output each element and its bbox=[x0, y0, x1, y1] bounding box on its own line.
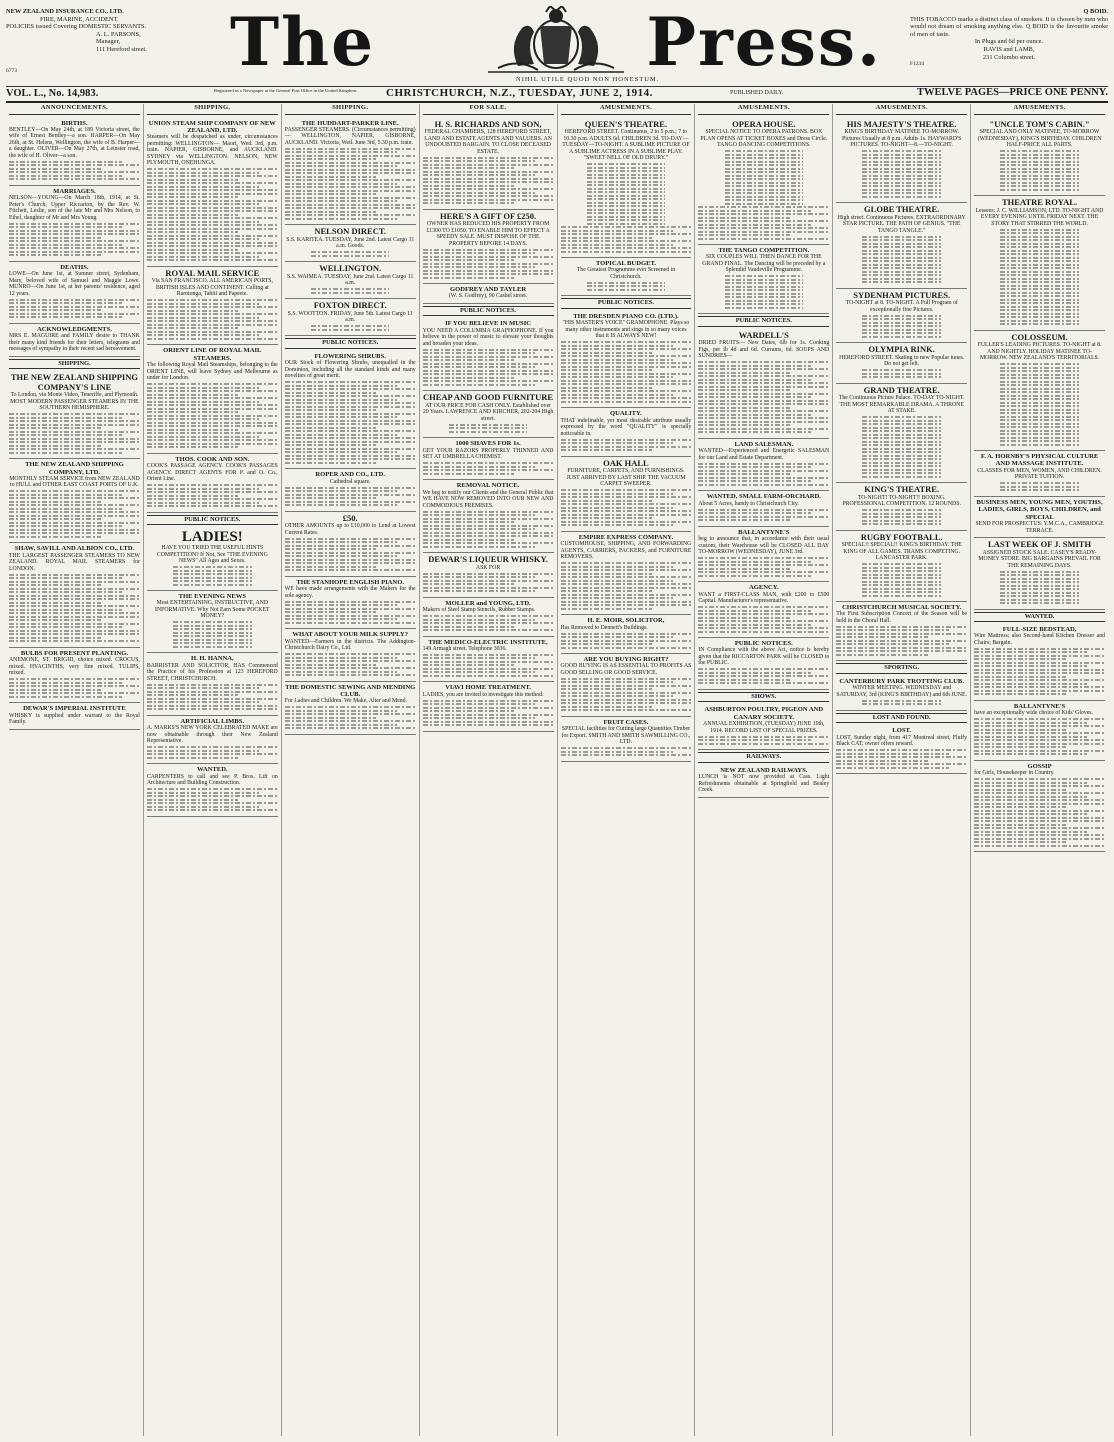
ad-block bbox=[974, 624, 1105, 701]
ad-title: THE TANGO COMPETITION. bbox=[718, 247, 810, 254]
ad-title: VIAVI HOME TREATMENT. bbox=[445, 684, 531, 692]
ad-title: CHRISTCHURCH MUSICAL SOCIETY. bbox=[841, 604, 962, 611]
ad-body: TO-NIGHT at 8. TO-NIGHT. A Full Program of exceptionally fine Pictures. bbox=[845, 300, 958, 313]
ad-title: DEWAR'S LIQUEUR WHISKY. bbox=[428, 554, 548, 565]
title-right-word: Press. bbox=[646, 3, 882, 81]
ad-title: HIS MAJESTY'S THEATRE. bbox=[846, 118, 957, 129]
ad-block bbox=[147, 267, 278, 346]
ad-body: "HIS MASTER'S VOICE" GRAMOPHONE. Plays so many other instruments and sings in so many voices that it IS ALWAYS NEW! bbox=[562, 320, 690, 340]
ad-body: OTHER AMOUNTS up to £10,000 to Lend at Lowest Current Rates. bbox=[284, 523, 416, 536]
ad-block bbox=[423, 598, 554, 637]
coat-of-arms-icon bbox=[478, 6, 634, 74]
ad-block bbox=[9, 324, 140, 357]
ad-title: ARE YOU BUYING RIGHT? bbox=[583, 656, 669, 664]
ad-block bbox=[836, 203, 967, 289]
ad-title: THE EVENING NEWS bbox=[178, 593, 247, 601]
ad-body: AT OUR PRICE FOR CASH ONLY. Established over 20 Years. LAWRENCE AND KIRCHER, 202-204 High street. bbox=[422, 402, 554, 422]
column-7 bbox=[833, 104, 971, 1436]
ad-block bbox=[147, 653, 278, 715]
ad-title: NEW ZEALAND RAILWAYS. bbox=[720, 766, 808, 774]
ad-title: LAST WEEK OF J. SMITH bbox=[988, 539, 1092, 550]
ad-block bbox=[698, 439, 829, 491]
ad-title: CHEAP AND GOOD FURNITURE bbox=[423, 392, 554, 403]
ad-body: Has Removed to Dennett's Buildings. bbox=[560, 624, 648, 631]
ad-body: KING'S BIRTHDAY MATINEE TO-MORROW. Pictures Usually at 8 p.m. Adults 1s. HAYWARD'S PICTURES. TO-NIGHT—8.—TO-NIGHT. bbox=[842, 129, 962, 148]
ad-body: THAT indefinable, yet most desirable attribute usually expressed by the word "QUALITY" is specially noticeable in. bbox=[560, 417, 692, 437]
ad-title: THOS. COOK AND SON. bbox=[175, 455, 250, 463]
published-daily: PUBLISHED DAILY. bbox=[730, 90, 784, 96]
ad-title: LAND SALESMAN. bbox=[734, 440, 794, 448]
ad-body: BARRISTER AND SOLICITOR, HAS Commenced the Practice of his Profession at 123 HEREFORD STREET, CHRISTCHURCH. bbox=[146, 662, 278, 682]
ad-body: SIX COUPLES WILL THEN DANCE FOR THE GRAND FINAL. The Dancing will be preceded by a Splendid Vaudeville Programme. bbox=[702, 254, 826, 274]
insurance-company: NEW ZEALAND INSURANCE CO., LTD. bbox=[6, 8, 124, 15]
ad-block bbox=[561, 532, 692, 615]
notice-head: Q BOID. bbox=[1083, 8, 1108, 15]
ad-body: CLASSES FOR MEN, WOMEN, AND CHILDREN. PRIVATE TUITION. bbox=[977, 467, 1102, 481]
section-heading: SPORTING. bbox=[836, 663, 967, 674]
ad-body: for Girls, Housekeeper in Country. bbox=[974, 770, 1055, 777]
ad-body: Wire Mattress; also Second-hand Kitchen Dresser and Chairs; Bargain. bbox=[974, 633, 1105, 646]
ad-block bbox=[423, 318, 554, 391]
ad-block bbox=[974, 331, 1105, 452]
corner-tobacco-notice bbox=[910, 8, 1108, 69]
ad-body: CUSTOMHOUSE, SHIPPING, AND FORWARDING AGENTS, CARRIERS, PACKERS, and FURNITURE REMOVERS. bbox=[560, 541, 692, 561]
ad-block bbox=[423, 637, 554, 683]
ad-title: BUSINESS MEN, YOUNG MEN, YOUTHS, LADIES, GIRLS, BOYS, CHILDREN, and SPECIAL bbox=[976, 498, 1103, 521]
ad-body: OUR Stock of Flowering Shrubs, unequalled in the Dominion, including all the standard kinds and many novelties of great merit. bbox=[284, 360, 416, 380]
ad-title: CANTERBURY PARK TROTTING CLUB. bbox=[839, 677, 964, 685]
ad-block bbox=[698, 245, 829, 314]
ad-title: ORIENT LINE OF ROYAL MAIL STEAMERS. bbox=[163, 347, 262, 362]
ad-block bbox=[9, 648, 140, 703]
ad-block bbox=[836, 676, 967, 711]
ad-title: ARTIFICIAL LIMBS. bbox=[180, 717, 245, 725]
ad-block bbox=[147, 118, 278, 267]
section-heading: LOST AND FOUND. bbox=[836, 713, 967, 724]
ad-block bbox=[285, 351, 416, 469]
ad-body: Cathedral square. bbox=[329, 478, 371, 485]
ad-block bbox=[561, 654, 692, 717]
ad-title: LOST. bbox=[892, 727, 912, 735]
ad-title: DEATHS. bbox=[60, 263, 89, 271]
ad-block bbox=[9, 459, 140, 543]
ad-block bbox=[423, 210, 554, 285]
ad-body: S.S. WAIMEA. TUESDAY, June 2nd. Latest Cargo 11 a.m. bbox=[287, 273, 414, 287]
ad-body: ASSIGNED STOCK SALE. CASEY'S READY-MONEY STORE. BIG BARGAINS PREVAIL FOR THE REMAINING DAYS. bbox=[978, 549, 1101, 569]
ad-title: WELLINGTON. bbox=[319, 263, 382, 274]
ad-body: WANTED—Farmers in the districts. The Addington-Christchurch Dairy Co., Ltd. bbox=[284, 638, 416, 652]
ad-title: QUALITY. bbox=[610, 410, 642, 418]
ad-title: FLOWERING SHRUBS. bbox=[314, 352, 386, 360]
ad-title: EMPIRE EXPRESS COMPANY. bbox=[578, 533, 674, 541]
ad-block bbox=[974, 451, 1105, 497]
ad-body: MONTHLY STEAM SERVICE from NEW ZEALAND to HULL and OTHER EAST COAST PORTS OF U.K. bbox=[9, 475, 140, 489]
ad-block bbox=[974, 196, 1105, 331]
ad-body: LUNCH is NOT now provided at Cass. Light Refreshments obtainable at Springfield and Bealey Creek. bbox=[698, 774, 830, 794]
ad-block bbox=[698, 704, 829, 750]
ad-body: Most ENTERTAINING, INSTRUCTIVE, AND INFORMATIVE. Why Not Earn Some POCKET MONEY? bbox=[155, 600, 270, 620]
motto: NIHIL UTILE QUOD NON HONESTUM. bbox=[516, 76, 660, 83]
ad-block bbox=[836, 531, 967, 603]
ad-block bbox=[423, 118, 554, 210]
ad-title: ACKNOWLEDGMENTS. bbox=[36, 325, 112, 333]
ad-title: BALLANTYNE'S bbox=[1013, 702, 1066, 710]
price: TWELVE PAGES—PRICE ONE PENNY. bbox=[917, 87, 1108, 98]
column-3 bbox=[282, 104, 420, 1436]
column-heading: FOR SALE. bbox=[423, 104, 554, 115]
ad-title: REMOVAL NOTICE. bbox=[456, 482, 520, 490]
ad-block bbox=[974, 701, 1105, 761]
ad-body: A. MARKS'S NEW YORK CELEBRATED MAKE are now obtainable through their New Zealand Representative. bbox=[146, 725, 278, 745]
ad-block bbox=[974, 538, 1105, 610]
ad-body: ASK FOR bbox=[475, 564, 501, 571]
ad-title: GODFREY AND TAYLER bbox=[449, 286, 527, 293]
ad-body: LOST, Sunday night, from 417 Montreal street, Fluffy Black CAT; owner offers reward. bbox=[836, 734, 968, 748]
ad-title: WARDELL'S bbox=[738, 329, 789, 340]
column-heading: AMUSEMENTS. bbox=[836, 104, 967, 115]
ad-block bbox=[285, 299, 416, 336]
column-6 bbox=[695, 104, 833, 1436]
ad-block bbox=[836, 118, 967, 204]
ad-title: BIRTHS. bbox=[61, 119, 88, 127]
ad-title: H. S. RICHARDS AND SON, bbox=[434, 118, 542, 129]
ad-block bbox=[698, 118, 829, 246]
ad-body: FEDERAL CHAMBERS, 128 HEREFORD STREET, LAND AND ESTATE AGENTS AND VALUERS. AN UNDOUBTED BARGAIN. TO CLOSE DECEASED ESTATE. bbox=[424, 129, 552, 155]
ad-body: LADIES, you are invited to investigate this method. bbox=[422, 691, 544, 698]
ad-body: For Ladies and Children. We Make, Alter and Mend. bbox=[284, 698, 408, 705]
ad-body: OWNER HAS REDUCED HIS PROPERTY FROM £1300 TO £1050. TO ENABLE HIM TO EFFECT A SPEEDY SALE. MUST DISPOSE OF THE PROPERTY BEFORE 14 DAYS. bbox=[426, 221, 550, 247]
ad-block bbox=[147, 764, 278, 816]
title-left-word: The bbox=[230, 3, 376, 81]
ad-block bbox=[285, 512, 416, 577]
column-4 bbox=[420, 104, 558, 1436]
ad-title: LADIES! bbox=[181, 529, 243, 546]
notice-seller: RAVIS and LAMB, bbox=[983, 45, 1035, 53]
ad-body: GOOD BUYING IS AS ESSENTIAL TO PROFITS AS GOOD SELLING OR GOOD SERVICE. bbox=[560, 663, 692, 676]
ad-body: HEREFORD STREET. Skating to new Popular tunes. Do not get left. bbox=[839, 354, 965, 367]
ad-body: FULLER'S LEADING PICTURES. TO-NIGHT at 8. AND NIGHTLY. HOLIDAY MATINEE TO-MORROW. NEW ZEALAND'S TERRITORIALS. bbox=[977, 342, 1102, 361]
ad-title: THEATRE ROYAL. bbox=[1002, 197, 1078, 207]
ad-title: DEWAR'S IMPERIAL INSTITUTE bbox=[23, 705, 126, 713]
columns bbox=[6, 104, 1108, 1436]
section-heading: PUBLIC NOTICES. bbox=[423, 306, 554, 317]
masthead bbox=[6, 3, 1108, 99]
ad-body: YOU NEED A COLUMBIA GRAPHOPHONE. If you believe in the power of music to elevate your thoughts and broaden your ideas. bbox=[422, 327, 554, 347]
ad-title: BALLANTYNE'S bbox=[738, 528, 790, 536]
ad-title: AGENCY. bbox=[749, 584, 779, 592]
insurance-role: Manager, bbox=[96, 38, 121, 46]
ad-body: Makers of Steel Stamp Stencils, Rubber Stamps. bbox=[422, 607, 536, 614]
notice-text: THIS TOBACCO marks a distinct class of smokers. It is chosen by men who would not dream of smoking anything else. Q BOID is the favourite smoke of men of taste. bbox=[910, 15, 1108, 38]
ad-block bbox=[974, 761, 1105, 852]
ad-title: FRUIT CASES. bbox=[603, 718, 649, 726]
ad-title: OPERA HOUSE. bbox=[732, 118, 796, 129]
column-heading: SHIPPING. bbox=[147, 104, 278, 115]
ad-block bbox=[147, 345, 278, 453]
ad-title: TOPICAL BUDGET. bbox=[595, 260, 657, 267]
ad-body: SPECIAL NOTICE TO OPERA PATRONS. BOX PLAN OPENS AT TICKET BOXES and Dress Circle. TANGO DANCING COMPETITIONS. bbox=[700, 129, 828, 148]
insurance-lines: FIRE, MARINE, ACCIDENT. bbox=[40, 15, 119, 23]
column-2 bbox=[144, 104, 282, 1436]
ad-block bbox=[974, 118, 1105, 197]
ad-block bbox=[147, 716, 278, 764]
ad-body: (W. S. Godfrey), 90 Cashel street. bbox=[448, 293, 528, 300]
ad-body: WE have made arrangements with the Makers for the sole agency. bbox=[284, 586, 416, 599]
ad-body: 149 Armagh street. Telephone 3036. bbox=[422, 645, 507, 652]
ad-body: S.S. KARITEA. TUESDAY, June 2nd. Latest Cargo 11 a.m. Goods. bbox=[286, 236, 415, 250]
ad-body: HAVE YOU TRIED THE USEFUL HINTS COMPETITION? If Not, See "THE EVENING NEWS" All Ages and Sexes. bbox=[156, 545, 268, 565]
ad-block bbox=[285, 577, 416, 629]
ad-block bbox=[147, 527, 278, 591]
ad-block bbox=[423, 391, 554, 438]
ad-body: PASSENGER STEAMERS. (Circumstances permitting)— WELLINGTON, NAPIER, GISBORNE, AUCKLAND. Victoria, Wed. June 3rd, 5.30 p.m. train. bbox=[284, 126, 416, 146]
ad-block bbox=[836, 602, 967, 661]
insurance-code: 6773 bbox=[6, 68, 17, 74]
ad-block bbox=[698, 329, 829, 439]
ad-body: IN Compliance with the above Act, notice is hereby given that the RICCARTON PARK will be CLOSED to the PUBLIC. bbox=[698, 647, 830, 667]
ad-title: ROYAL MAIL SERVICE bbox=[165, 267, 260, 278]
ad-title: QUEEN'S THEATRE. bbox=[584, 118, 668, 129]
ad-block bbox=[423, 284, 554, 304]
ad-block bbox=[285, 225, 416, 262]
ad-block bbox=[9, 262, 140, 324]
ad-body: SEND FOR PROSPECTUS. Y.M.C.A., CAMBRIDGE TERRACE. bbox=[975, 521, 1104, 534]
ad-title: THE HUDDART-PARKER LINE. bbox=[301, 119, 399, 127]
ad-title: PUBLIC NOTICES. bbox=[734, 640, 793, 648]
ad-block bbox=[974, 497, 1105, 538]
ad-title: MOLLER and YOUNG, LTD. bbox=[445, 599, 531, 607]
city-date: CHRISTCHURCH, N.Z., TUESDAY, JUNE 2, 1914. bbox=[386, 87, 653, 99]
ad-title: WHAT ABOUT YOUR MILK SUPPLY? bbox=[292, 631, 409, 639]
insurance-policy: POLICIES issued Covering DOMESTIC SERVANTS. bbox=[6, 23, 147, 31]
column-5 bbox=[558, 104, 696, 1436]
ad-block bbox=[147, 591, 278, 653]
ad-body: COOK'S PASSAGE AGENCY. COOK'S PASSAGES AGENCY. DIRECT AGENTS FOR P. and O. Co., Orient Line. bbox=[146, 463, 278, 483]
ad-title: GOSSIP bbox=[1027, 762, 1052, 770]
ad-block bbox=[698, 638, 829, 690]
ad-block bbox=[698, 527, 829, 582]
ad-body: To London, via Monte Video, Teneriffe, and Plymouth. MOST MODERN PASSENGER STEAMERS IN THE SOUTHERN HEMISPHERE. bbox=[10, 392, 139, 412]
ad-block bbox=[698, 491, 829, 526]
ad-block bbox=[423, 553, 554, 598]
ad-block bbox=[423, 480, 554, 553]
ad-block bbox=[561, 408, 692, 456]
ad-title: WANTED. bbox=[197, 766, 228, 774]
ad-body: CARPENTERS to call and see P. Bros. Lift on Architecture and Building Construction. bbox=[146, 773, 278, 787]
section-heading: PUBLIC NOTICES. bbox=[285, 338, 416, 349]
registration-note: Registered as a Newspaper at the General Post Office in the United Kingdom. bbox=[214, 88, 358, 93]
newspaper-title bbox=[216, 3, 896, 84]
column-heading: AMUSEMENTS. bbox=[561, 104, 692, 115]
notice-address: 231 Columbo street. bbox=[982, 53, 1035, 61]
ad-block bbox=[836, 725, 967, 774]
ad-block bbox=[285, 469, 416, 511]
volume-number: VOL. L., No. 14,983. bbox=[6, 88, 99, 99]
ad-block bbox=[285, 682, 416, 735]
ad-title: WANTED, SMALL FARM-ORCHARD. bbox=[706, 493, 821, 501]
ad-body: Steamers will be despatched as under, circumstances permitting: WELLINGTON— Maori, Wed. 3rd, p.m. train. NAPIER, GISBORNE, and AUCKLAND. SYDNEY via WELLINGTON. NELSON, NEW PLYMOUTH, ONEHUNGA. bbox=[146, 134, 278, 167]
ad-body: Via SAN FRANCISCO. ALL AMERICAN PORTS, BRITISH ISLES AND CONTINENT. Calling at Rarotonga, Tahiti and Papeete. bbox=[151, 278, 273, 298]
ad-title: GLOBE THEATRE. bbox=[864, 204, 940, 214]
column-1 bbox=[6, 104, 144, 1436]
section-heading: PUBLIC NOTICES. bbox=[147, 515, 278, 526]
ad-body: FURNITURE, CARPETS, AND FURNISHINGS. JUST ARRIVED BY LAST SHIP. THE VACUUM CARPET SWEEPER. bbox=[566, 468, 686, 488]
ad-body: DRIED FRUITS— New Dates, 6lb for 1s. Cooking Figs, per lb 4d and 6d. Currants, 6d. SOUPS AND SUNDRIES— bbox=[698, 340, 830, 360]
ad-block bbox=[561, 258, 692, 296]
ad-title: THE NEW ZEALAND SHIPPING COMPANY'S LINE bbox=[10, 372, 138, 392]
notice-sub: In Plugs and 6d per ounce. bbox=[974, 38, 1044, 46]
ad-block bbox=[9, 186, 140, 262]
ad-block bbox=[698, 765, 829, 798]
ad-title: THE DOMESTIC SEWING AND MENDING CLUB. bbox=[285, 683, 416, 698]
dateline bbox=[6, 86, 1108, 103]
ad-title: BULBS FOR PRESENT PLANTING. bbox=[20, 649, 129, 657]
ad-body: GET YOUR RAZORS PROPERLY THINNED AND SET AT UMBRELLA CHEMIST. bbox=[422, 447, 554, 461]
ad-title: H. H. HANNA, bbox=[190, 655, 234, 663]
ad-body: ANEMONE, ST. BRIGID, choice mixed. CROCUS, mixed. HYACINTHS, very fine mixed. TULIPS, mixed. bbox=[9, 657, 140, 677]
ad-block bbox=[423, 682, 554, 731]
ad-title: THE DRESDEN PIANO CO. (LTD.). bbox=[573, 312, 679, 320]
ad-title: THE NEW ZEALAND SHIPPING COMPANY, LTD. bbox=[25, 461, 124, 476]
ad-body: NELSON—YOUNG—On March 18th, 1914, at St. Peter's Church, Upper Riccarton, by the Rev. W. Fitchett, Leslie, son of the late Mr and Mrs Nelson, to Ethel, daughter of Mr and Mrs Young. bbox=[9, 195, 140, 221]
ad-body: WINTER MEETING. WEDNESDAY and SATURDAY, 3rd (KING'S BIRTHDAY) and 6th JUNE. bbox=[836, 685, 967, 698]
ad-block bbox=[285, 118, 416, 226]
section-heading: RAILWAYS. bbox=[698, 752, 829, 763]
ad-body: Lessees: J. C. WILLIAMSON, LTD. TO-NIGHT AND EVERY EVENING UNTIL FRIDAY NEXT. THE STORY THAT STIRRED THE WORLD. bbox=[975, 207, 1104, 227]
ad-block bbox=[698, 582, 829, 638]
ad-title: SYDENHAM PICTURES. bbox=[853, 289, 951, 300]
insurance-agent: A. L. PARSONS, bbox=[96, 30, 141, 38]
column-heading: ANNOUNCEMENTS. bbox=[9, 104, 140, 115]
ad-block bbox=[147, 454, 278, 513]
ad-body: The Continuous Picture Palace. TO-DAY TO-NIGHT. THE MOST REMARKABLE DRAMA. A THRONE AT STAKE. bbox=[838, 395, 965, 414]
ad-title: THE STANHOPE ENGLISH PIANO. bbox=[296, 578, 404, 586]
ad-block bbox=[9, 543, 140, 647]
ad-title: UNION STEAM SHIP COMPANY OF NEW ZEALAND, LTD. bbox=[148, 119, 276, 134]
ad-body: HEREFORD STREET. Continuous, 2 to 5 p.m.; 7 to 10.30 p.m. ADULTS 6d. CHILDREN 3d. TO-DAY—TUESDAY—TO-NIGHT. A SUBLIME PICTURE OF A SUBLIME ACTRESS IN A SUBLIME PLAY. "SWEET NELL OF OLD DRURY." bbox=[562, 129, 690, 161]
ad-block bbox=[561, 311, 692, 408]
ad-body: TO-NIGHT! TO-NIGHT!! BOXING. PROFESSIONAL COMPETITION. 12 ROUNDS. bbox=[842, 494, 961, 507]
ad-block bbox=[561, 717, 692, 762]
section-heading: SHIPPING. bbox=[9, 359, 140, 370]
ad-block bbox=[9, 118, 140, 186]
ad-block bbox=[836, 289, 967, 344]
column-heading: AMUSEMENTS. bbox=[698, 104, 829, 115]
ad-block bbox=[423, 438, 554, 480]
section-heading: PUBLIC NOTICES. bbox=[698, 316, 829, 327]
ad-title: H. E. MOIR, SOLICITOR, bbox=[587, 617, 665, 625]
ad-body: LOWE—On June 1st, at Sumner street, Sydenham, Mary, beloved wife of Samuel and Maggie Lowe. MUNRO—On June 1st, at her parents' residence, aged 12 years. bbox=[9, 271, 140, 297]
ad-title: MARRIAGES. bbox=[53, 187, 96, 195]
ad-block bbox=[836, 384, 967, 484]
ad-title: RUGBY FOOTBALL. bbox=[860, 531, 943, 542]
ad-block bbox=[285, 262, 416, 299]
insurance-notice bbox=[6, 8, 202, 74]
ad-title: IF YOU BELIEVE IN MUSIC bbox=[445, 320, 532, 328]
section-heading: PUBLIC NOTICES. bbox=[561, 298, 692, 309]
ad-title: FULL-SIZE BEDSTEAD, bbox=[1002, 626, 1077, 634]
ad-body: WANTED—Experienced and Energetic SALESMAN for our Land and Estate Department. bbox=[698, 448, 830, 461]
ad-body: SPECIAL!! SPECIAL!! KING'S BIRTHDAY. THE KING OF ALL GAMES. TRAMS COMPETING. LANCASTER PARK. bbox=[841, 542, 962, 561]
ad-title: HERE'S A GIFT OF £250. bbox=[440, 210, 537, 221]
ad-title: GRAND THEATRE. bbox=[863, 384, 940, 395]
ad-body: have an exceptionally wide choice of Kids' Gloves. bbox=[974, 710, 1094, 717]
ad-block bbox=[561, 457, 692, 532]
ad-body: High street. Continuous Pictures. EXTRAORDINARY STAR PICTURE. THE PATH OF GENIUS. "THE TANGO TANGLE." bbox=[837, 214, 966, 234]
ad-block bbox=[9, 703, 140, 729]
ad-block bbox=[9, 371, 140, 459]
ad-body: We beg to notify our Clients and the General Public that WE HAVE NOW REMOVED INTO OUR NEW AND COMMODIOUS PREMISES. bbox=[422, 489, 554, 509]
ad-body: WANT a FIRST-CLASS MAN, with £200 to £500 Capital. Manufacturer's representative. bbox=[698, 591, 830, 605]
column-8 bbox=[971, 104, 1108, 1436]
ad-title: "UNCLE TOM'S CABIN." bbox=[989, 118, 1090, 129]
column-heading: AMUSEMENTS. bbox=[974, 104, 1105, 115]
section-heading: SHOWS. bbox=[698, 692, 829, 703]
ad-title: F. A. HORNBY'S PHYSICAL CULTURE AND MASSAGE INSTITUTE. bbox=[980, 453, 1099, 468]
column-heading: SHIPPING. bbox=[285, 104, 416, 115]
ad-body: beg to announce that, in accordance with their usual custom, their Warehouse will be CLOSED ALL DAY TO-MORROW (WEDNESDAY), JUNE 3rd. bbox=[698, 536, 830, 556]
ad-body: MRS E. MAGUIRE and FAMILY desire to THANK their many kind friends for their letters, telegrams and messages of sympathy in their recent sad bereavement. bbox=[9, 333, 140, 353]
newspaper-page bbox=[6, 3, 1108, 1436]
ad-title: OLYMPIA RINK. bbox=[868, 344, 935, 354]
ad-block bbox=[561, 615, 692, 654]
ad-block bbox=[285, 629, 416, 681]
ad-body: S.S. WOOTTON. FRIDAY, June 5th. Latest Cargo 11 a.m. bbox=[287, 310, 413, 324]
ad-body: The Greatest Programme ever Screened in Christchurch. bbox=[576, 267, 676, 280]
ad-body: WHISKY is supplied under warrant to the Royal Family. bbox=[9, 712, 140, 726]
ad-title: COLOSSEUM. bbox=[1011, 331, 1068, 342]
notice-code: F1234 bbox=[910, 61, 925, 68]
ad-body: ANNUAL EXHIBITION, (TUESDAY) JUNE 10th, 1914. RECORD LIST OF SPECIAL PRIZES. bbox=[703, 721, 825, 734]
ad-title: 1000 SHAVES FOR 1s. bbox=[455, 440, 521, 448]
ad-body: THE LARGEST PASSENGER STEAMERS TO NEW ZEALAND. ROYAL MAIL STEAMERS for LONDON. bbox=[9, 552, 140, 572]
ad-title: THE MEDICO-ELECTRIC INSTITUTE, bbox=[428, 638, 548, 646]
ad-title: ROPER AND CO., LTD. bbox=[315, 471, 386, 479]
ad-body: SPECIAL facilities for Cutting large Quantities Timber for Export. SMITH AND SMITH SAWMILLING CO., LTD. bbox=[561, 726, 691, 746]
ad-block bbox=[561, 118, 692, 259]
ad-title: NELSON DIRECT. bbox=[314, 226, 386, 237]
ad-body: SPECIAL AND ONLY MATINEE, TO-MORROW (WEDNESDAY), KING'S BIRTHDAY. CHILDREN HALF-PRICE ALL PARTS. bbox=[977, 129, 1102, 148]
ad-block bbox=[836, 343, 967, 384]
ad-title: ASHBURTON POULTRY, PIGEON AND CANARY SOCIETY. bbox=[704, 706, 824, 721]
ad-body: The First Subscription Concert of the Season will be held in the Choral Hall. bbox=[836, 611, 968, 624]
ad-title: OAK HALL bbox=[603, 457, 649, 468]
ad-body: The following Royal Mail Steamships, belonging to the ORIENT LINE, will leave Sydney and Melbourne as under for London. bbox=[146, 362, 278, 382]
insurance-address: 111 Hereford street. bbox=[96, 45, 147, 53]
ad-title: KING'S THEATRE. bbox=[864, 484, 940, 494]
ad-body: BENTLEY—On May 24th, at 189 Victoria street, the wife of Ernest Bentley—a son. HARPER—On May 26th, at St. Helens, Wellington, the wife of B. Harper—a daughter. OLIVER—On May 27th, at Leinster road, the wife of H. Oliver—a son. bbox=[9, 126, 140, 159]
ad-body: About 5 Acres, handy to Christchurch City. bbox=[698, 500, 799, 507]
ad-title: £50. bbox=[342, 512, 358, 523]
ad-title: SHAW, SAVILL AND ALBION CO., LTD. bbox=[14, 545, 135, 553]
ad-block bbox=[836, 483, 967, 531]
section-heading: WANTED. bbox=[974, 612, 1105, 623]
ad-title: FOXTON DIRECT. bbox=[313, 300, 387, 311]
